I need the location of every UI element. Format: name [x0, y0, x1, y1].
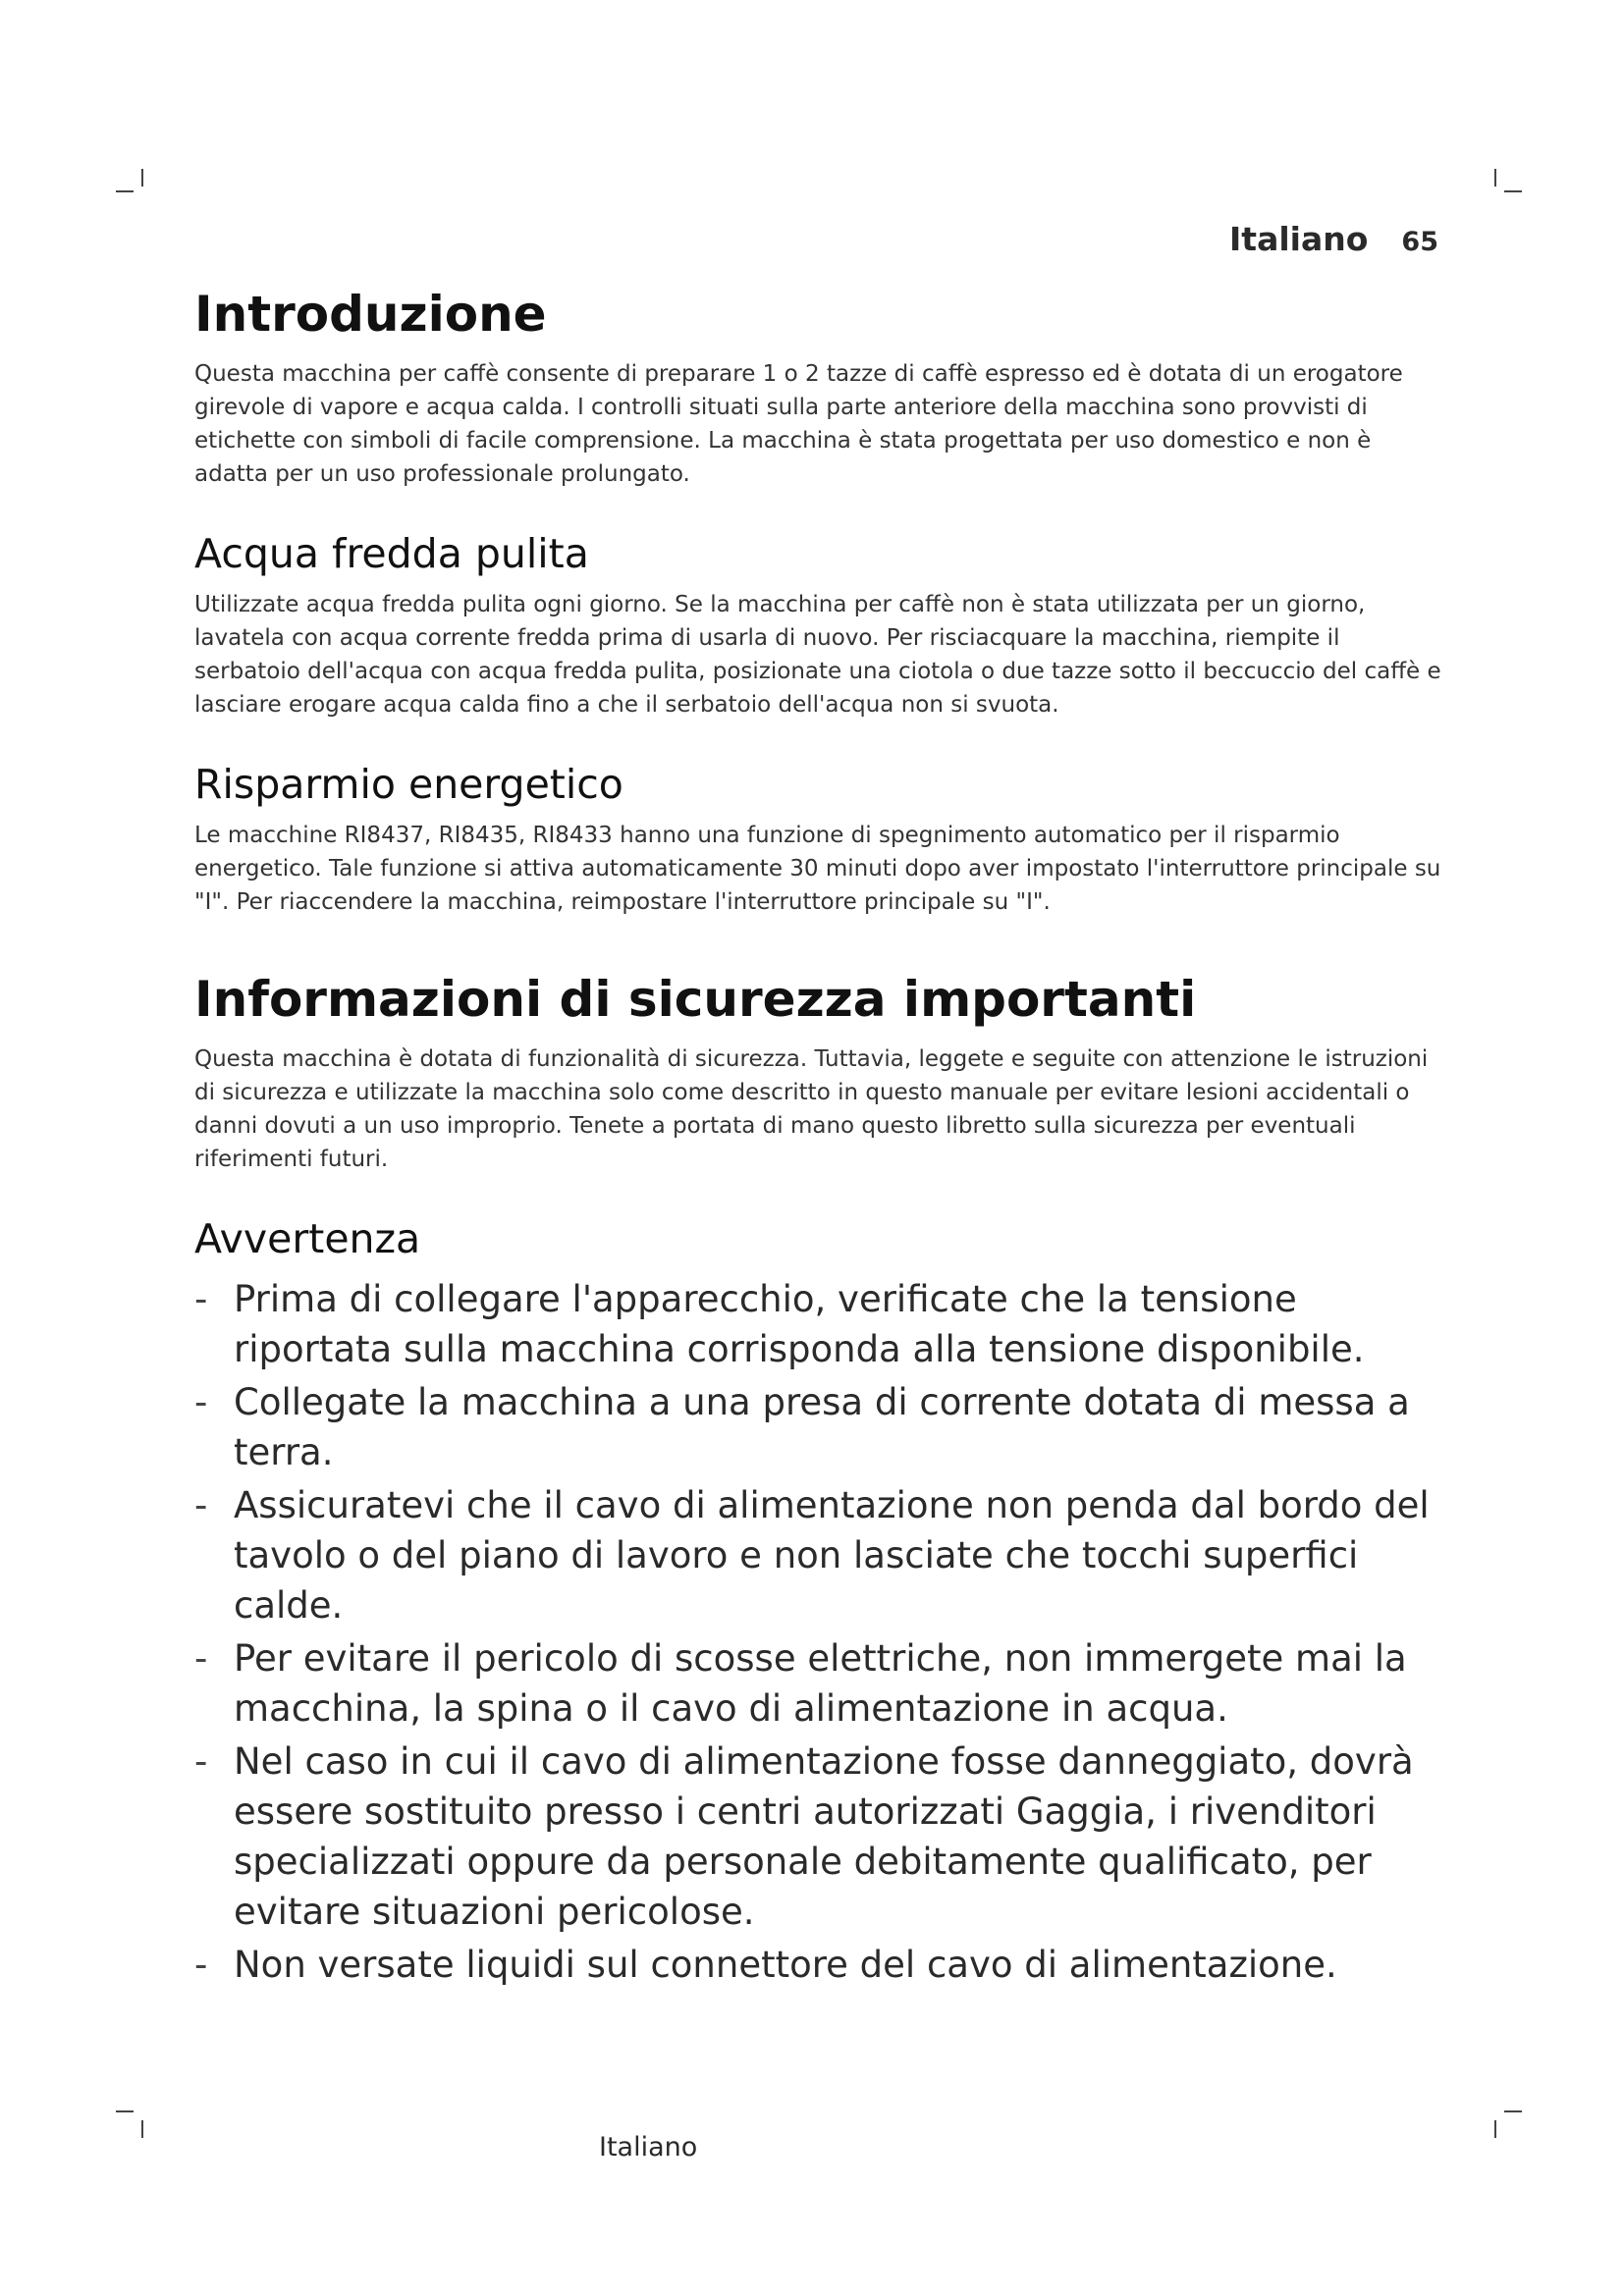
section-body: Utilizzate acqua fredda pulita ogni giorno. Se la macchina per caffè non è stata utilizzata per un giorno, lavatela con acqua corrente fredda prima di usarla di nuovo. Per risciacquare la macchina, riempite il serbatoio dell'acqua con acqua fredda pulita, posizionate una ciotola o due tazze sotto il beccuccio del caffè e lasciare erogare acqua calda fino a che il serbatoio dell'acqua non si svuota. — [194, 592, 1441, 719]
bullet-dash: - — [194, 1277, 208, 1320]
crop-mark-top-right-h — [1504, 190, 1522, 192]
list-item — [194, 1940, 1441, 1990]
list-item-text: Assicuratevi che il cavo di alimentazione non penda dal bordo del tavolo o del piano di lavoro e non lasciate che tocchi superfici calde. — [234, 1483, 1430, 1627]
section-title: Informazioni di sicurezza importanti — [194, 971, 1197, 1029]
bullet-dash: - — [194, 1636, 208, 1680]
section-acqua-fredda — [194, 530, 1441, 721]
section-avvertenza — [194, 1215, 1441, 1989]
crop-mark-bottom-left-h — [116, 2110, 134, 2112]
list-item — [194, 1633, 1441, 1734]
section-title: Avvertenza — [194, 1215, 421, 1263]
crop-mark-top-left-v — [141, 169, 143, 187]
list-item — [194, 1736, 1441, 1937]
list-item — [194, 1274, 1441, 1374]
section-title: Risparmio energetico — [194, 761, 623, 809]
list-item-text: Non versate liquidi sul connettore del cavo di alimentazione. — [234, 1943, 1337, 1986]
header-language: Italiano — [1229, 220, 1369, 258]
warning-list — [194, 1274, 1441, 1990]
section-body: Questa macchina per caffè consente di preparare 1 o 2 tazze di caffè espresso ed è dotata di un erogatore girevole di vapore e acqua calda. I controlli situati sulla parte anteriore della macchina sono provvisti di etichette con simboli di facile comprensione. La macchina è stata progettata per uso domestico e non è adatta per un uso professionale prolungato. — [194, 361, 1403, 487]
page-header — [1229, 220, 1438, 258]
bullet-dash: - — [194, 1380, 208, 1423]
section-title: Acqua fredda pulita — [194, 530, 589, 577]
section-body: Le macchine RI8437, RI8435, RI8433 hanno una funzione di spegnimento automatico per il risparmio energetico. Tale funzione si attiva automaticamente 30 minuti dopo aver impostato l'interruttore principale su "I". Per riaccendere la macchina, reimpostare l'interruttore principale su "I". — [194, 823, 1441, 916]
list-item-text: Prima di collegare l'apparecchio, verificate che la tensione riportata sulla macchina corrisponda alla tensione disponibile. — [234, 1277, 1365, 1370]
page-number: 65 — [1401, 227, 1438, 257]
section-risparmio-energetico — [194, 761, 1441, 919]
page-footer: Italiano — [599, 2132, 698, 2163]
section-sicurezza — [194, 970, 1441, 1176]
crop-mark-bottom-right-h — [1504, 2110, 1522, 2112]
bullet-dash: - — [194, 1943, 208, 1986]
page-content — [194, 285, 1441, 1993]
list-item-text: Collegate la macchina a una presa di corrente dotata di messa a terra. — [234, 1380, 1410, 1473]
bullet-dash: - — [194, 1483, 208, 1526]
crop-mark-bottom-left-v — [141, 2120, 143, 2138]
list-item-text: Per evitare il pericolo di scosse elettriche, non immergete mai la macchina, la spina o il cavo di alimentazione in acqua. — [234, 1636, 1407, 1730]
list-item — [194, 1377, 1441, 1477]
crop-mark-top-left-h — [116, 190, 134, 192]
list-item — [194, 1480, 1441, 1630]
section-title: Introduzione — [194, 286, 547, 343]
bullet-dash: - — [194, 1739, 208, 1783]
crop-mark-top-right-v — [1494, 169, 1496, 187]
crop-mark-bottom-right-v — [1494, 2120, 1496, 2138]
section-introduzione — [194, 285, 1441, 491]
section-body: Questa macchina è dotata di funzionalità di sicurezza. Tuttavia, leggete e seguite con attenzione le istruzioni di sicurezza e utilizzate la macchina solo come descritto in questo manuale per evitare lesioni accidentali o danni dovuti a un uso improprio. Tenete a portata di mano questo libretto sulla sicurezza per eventuali riferimenti futuri. — [194, 1046, 1429, 1173]
list-item-text: Nel caso in cui il cavo di alimentazione fosse danneggiato, dovrà essere sostituito presso i centri autorizzati Gaggia, i rivenditori specializzati oppure da personale debitamente qualificato, per evitare situazioni pericolose. — [234, 1739, 1414, 1933]
